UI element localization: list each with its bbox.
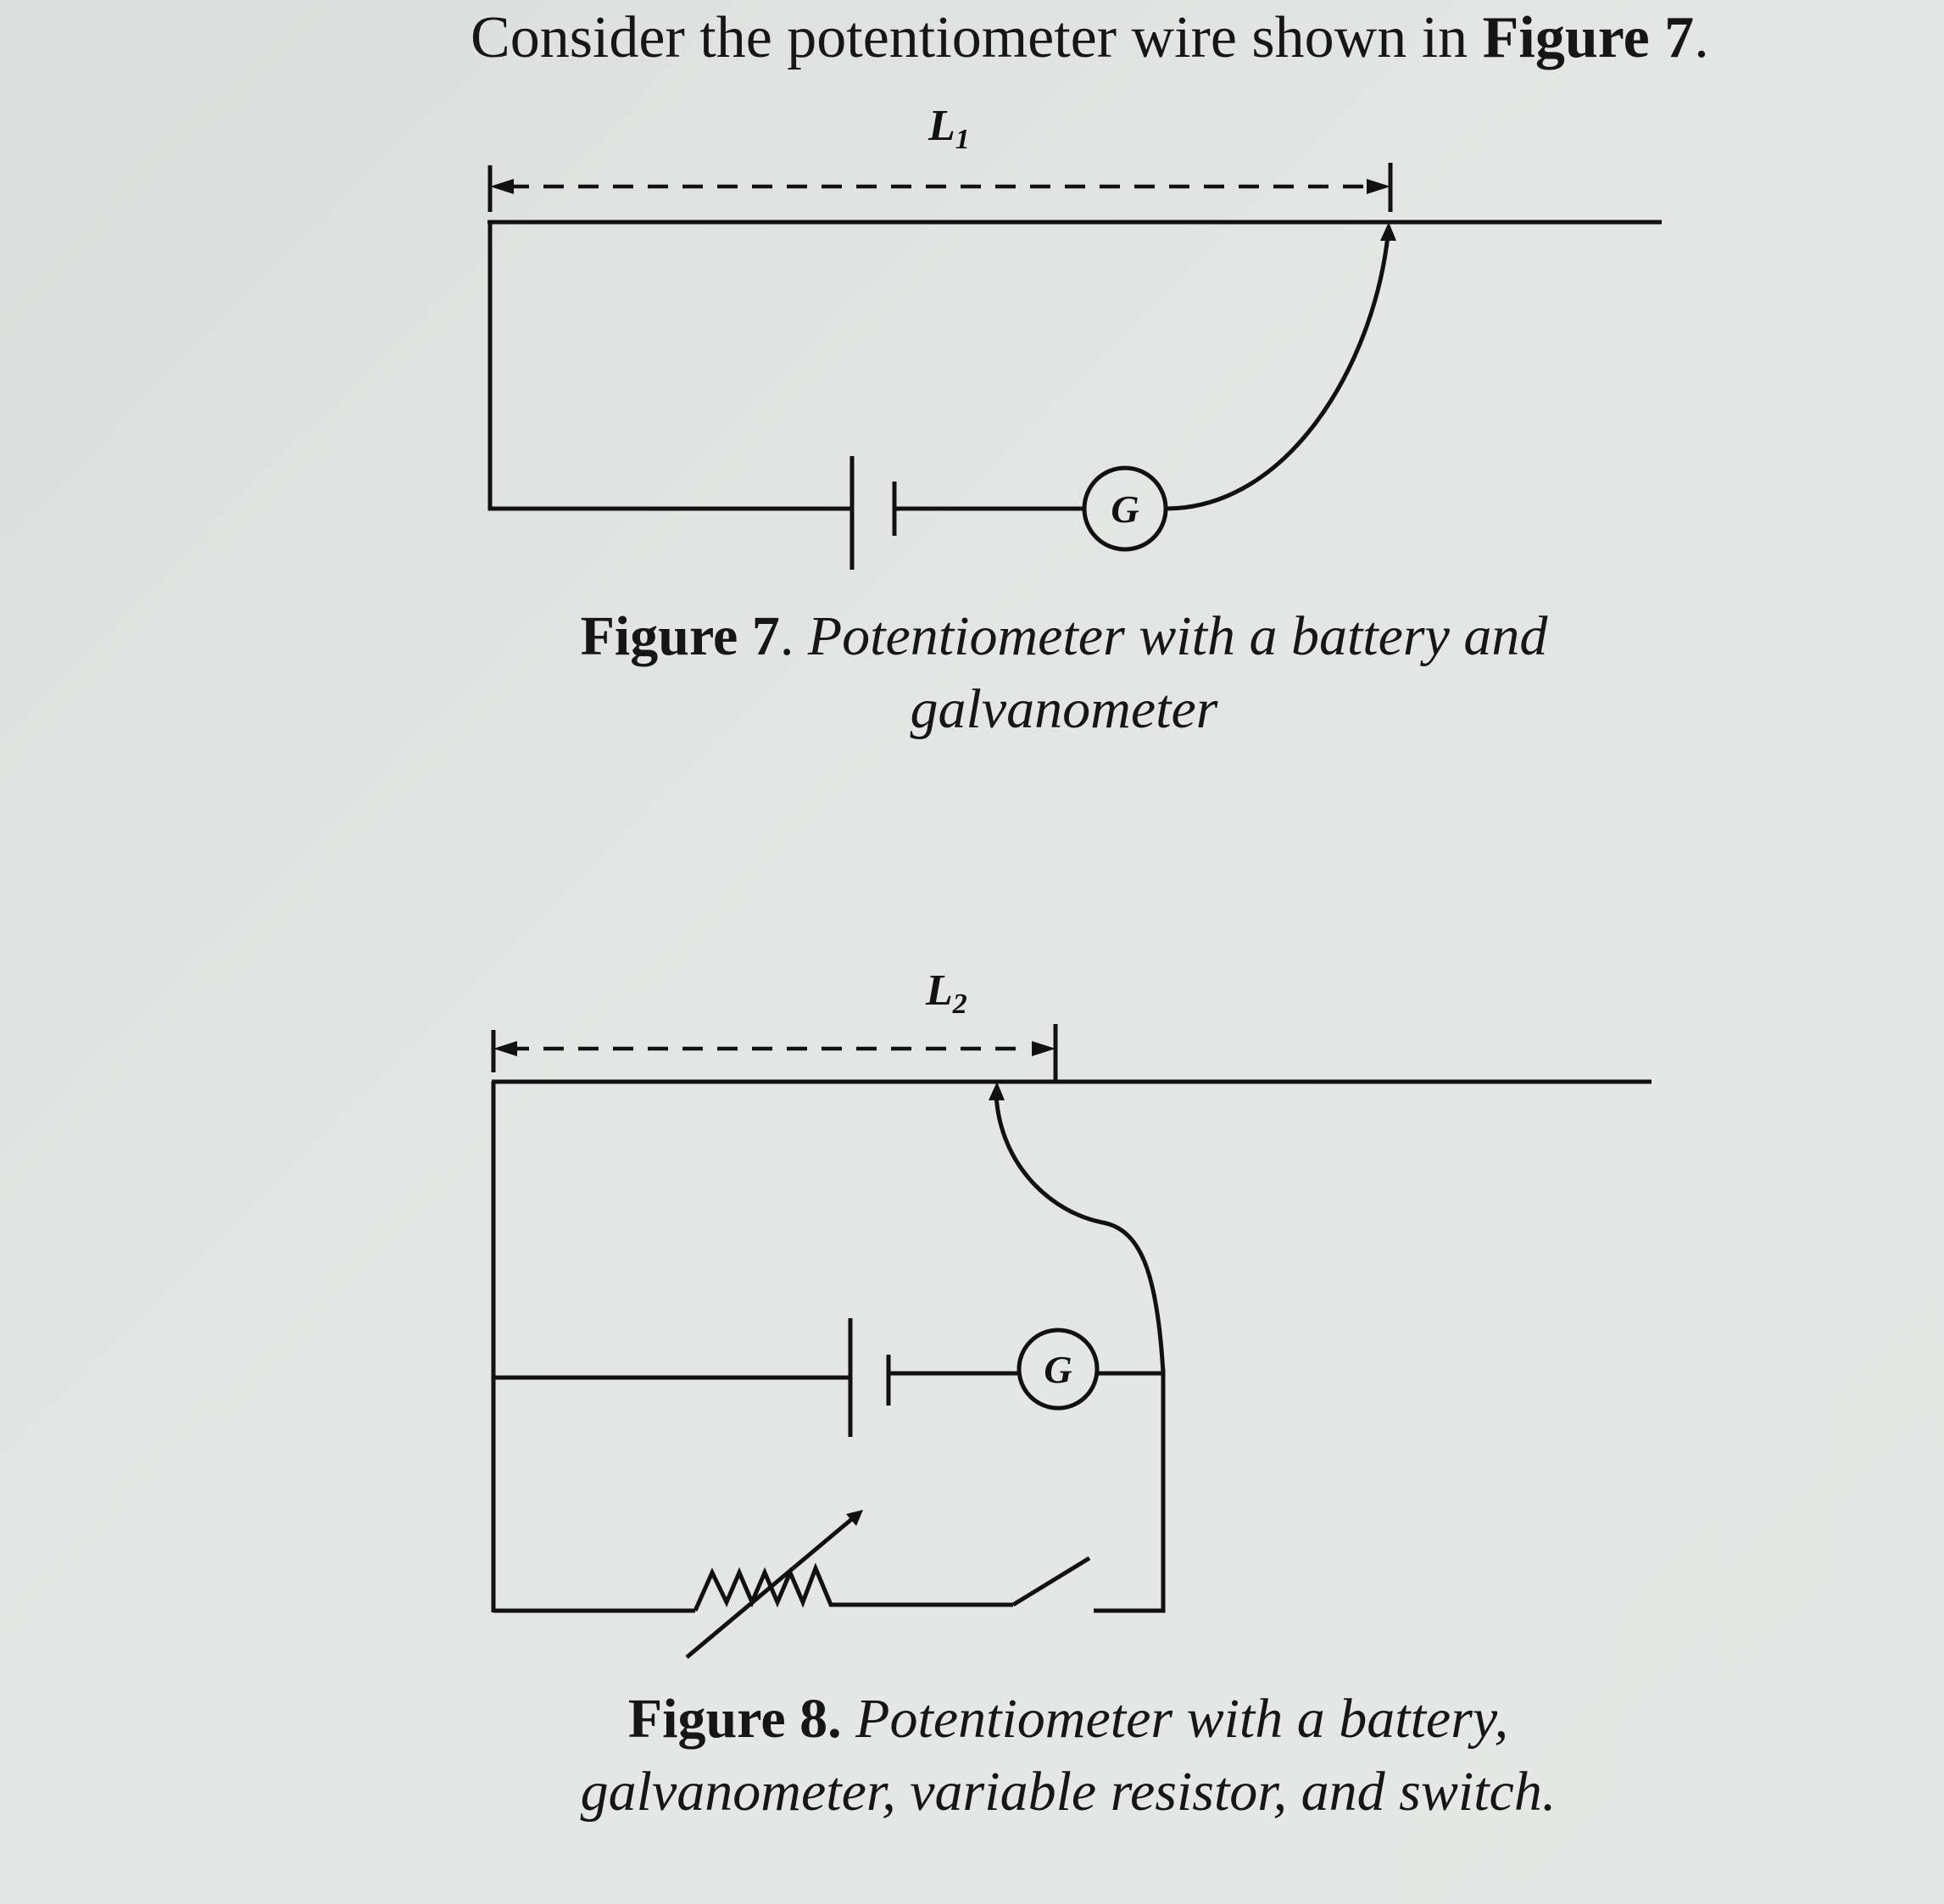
- figure-8-caption-line1: Potentiometer with a battery,: [841, 1688, 1509, 1750]
- figure-8-resistor: [695, 1568, 869, 1611]
- figure-8-right-wire: [1094, 1369, 1163, 1611]
- figure-8-caption-label: Figure 8.: [627, 1688, 842, 1750]
- figure-8-variable-resistor-arrow-line: [687, 1513, 859, 1657]
- figure-8-dimension-left-arrow: [493, 1041, 517, 1056]
- intro-lead: Consider the potentiometer wire shown in: [471, 5, 1483, 70]
- figure-7-length-label: L1: [928, 102, 970, 155]
- figure-7-caption-line1: Potentiometer with a battery and: [807, 605, 1548, 667]
- figure-7-galvanometer-label: G: [1111, 487, 1139, 531]
- figure-8-jockey-wire: [996, 1095, 1163, 1373]
- figure-8-jockey-contact-arrow: [989, 1082, 1005, 1100]
- figure-7-caption-line2: galvanometer: [910, 678, 1218, 740]
- figure-7-caption-label: Figure 7: [580, 605, 780, 667]
- intro-figure-ref: Figure 7: [1482, 5, 1695, 70]
- figure-8-dimension-right-arrow: [1032, 1041, 1056, 1056]
- figure-8-length-label: L2: [926, 966, 967, 1020]
- figure-8-switch-blade: [1013, 1558, 1089, 1605]
- intro-end: .: [1694, 5, 1709, 70]
- figure-8-caption-line2: galvanometer, variable resistor, and switch.: [580, 1761, 1557, 1823]
- figure-8-galvanometer-label: G: [1044, 1348, 1072, 1391]
- figure-8-caption: [475, 1683, 1662, 1829]
- figure-7-caption-separator: .: [779, 605, 808, 667]
